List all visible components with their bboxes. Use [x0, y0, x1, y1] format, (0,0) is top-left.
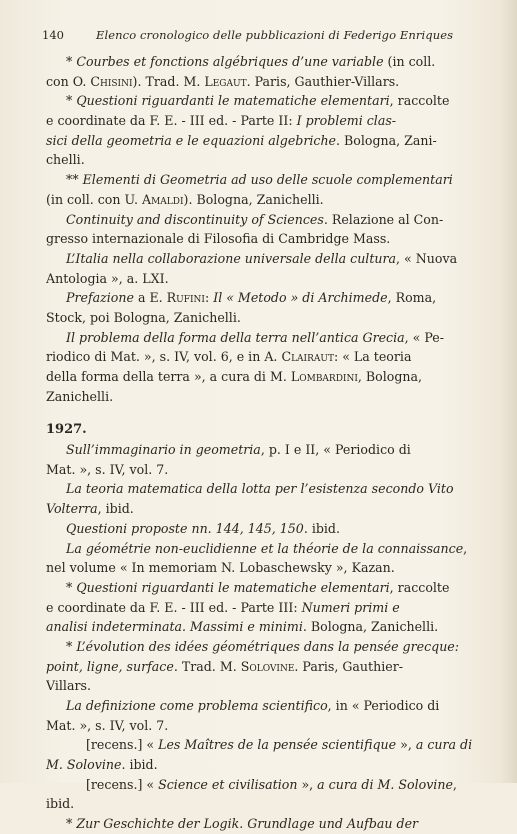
author-name: Amaldi: [141, 191, 184, 207]
text-run: Stock, poi Bologna, Zanichelli.: [46, 309, 241, 325]
text-line: [46, 190, 476, 210]
italic-title: Questioni proposte nn. 144, 145, 150: [66, 520, 304, 536]
text-run: , raccolte: [389, 93, 450, 109]
italic-title: Numeri primi e: [301, 599, 400, 615]
author-name: Solovine: [240, 658, 295, 674]
italic-title: a cura di M. Solovine: [317, 776, 453, 792]
italic-title: M. Solovine: [46, 757, 122, 773]
text-line: [46, 347, 476, 367]
text-run: ,: [452, 776, 457, 792]
text-line: [46, 328, 476, 348]
year-heading: [46, 420, 476, 440]
italic-title: a cura di: [415, 737, 473, 753]
text-run: a E.: [133, 290, 167, 306]
text-line: [46, 249, 476, 269]
text-line: [46, 91, 476, 111]
text-run: . Bologna, Zanichelli.: [302, 619, 439, 635]
text-line: [46, 814, 476, 834]
text-run: ). Bologna, Zanichelli.: [183, 191, 324, 207]
text-line: [46, 499, 476, 519]
text-run: . Trad. M.: [173, 658, 241, 674]
text-run: »,: [297, 776, 318, 792]
text-line: [46, 558, 476, 578]
text-line: [46, 72, 476, 92]
italic-title: point, ligne, surface: [46, 658, 174, 674]
text-run: »,: [396, 737, 416, 753]
text-run: [recens.] «: [86, 776, 159, 792]
text-run: ,: [463, 540, 468, 556]
page-gutter-shadow: [499, 0, 517, 783]
text-line: [46, 170, 476, 190]
text-run: , « Pe-: [404, 329, 444, 345]
text-line: [46, 696, 476, 716]
text-run: Antologia », a. LXI.: [46, 270, 169, 286]
text-run: , Roma,: [387, 290, 437, 306]
italic-title: Zur Geschichte der Logik. Grundlage und Aufbau der: [76, 816, 419, 832]
text-line: [46, 460, 476, 480]
text-run: *: [66, 54, 77, 69]
text-line: [46, 269, 476, 289]
text-run: gresso internazionale di Filosofia di Cambridge Mass.: [46, 231, 391, 247]
text-run: *: [66, 816, 77, 832]
text-run: . Paris, Gauthier-Villars.: [246, 73, 400, 89]
italic-title: sici della geometria e le equazioni algebriche: [46, 132, 337, 148]
text-run: :: [204, 290, 214, 306]
italic-title: I problemi clas-: [296, 113, 397, 129]
italic-title: Science et civilisation: [158, 776, 298, 792]
text-line: [46, 111, 476, 131]
italic-title: Il problema della forma della terra nell’antica Grecia: [66, 329, 405, 345]
text-line: [46, 210, 476, 230]
text-run: . Relazione al Con-: [323, 211, 444, 227]
text-run: *: [66, 93, 77, 109]
italic-title: Les Maîtres de la pensée scientifique: [158, 737, 397, 753]
text-line: [46, 735, 476, 755]
italic-title: L’Italia nella collaborazione universale della cultura: [66, 250, 397, 266]
text-run: , « Nuova: [396, 250, 458, 266]
author-name: Legaut: [204, 73, 247, 89]
text-run: (in coll. con U.: [46, 191, 142, 207]
text-line: [46, 288, 476, 308]
italic-title: Elementi di Geometria ad uso delle scuole complementari: [82, 172, 453, 188]
text-line: [46, 539, 476, 559]
text-run: chelli.: [46, 152, 85, 168]
text-run: ibid.: [46, 796, 75, 812]
author-name: Lombardini: [290, 369, 358, 384]
author-name: Chisini: [90, 73, 133, 89]
text-run: , ibid.: [97, 501, 134, 517]
text-run: Mat. », s. IV, vol. 7.: [46, 461, 169, 477]
spacer: [46, 406, 476, 416]
text-line: [46, 229, 476, 249]
text-line: [46, 367, 476, 387]
italic-title: La definizione come problema scientifico: [66, 698, 328, 713]
italic-title: Courbes et fonctions algébriques d’une variable: [76, 54, 384, 69]
text-run: ). Trad. M.: [132, 73, 205, 89]
author-name: Rufini: [166, 290, 205, 306]
text-run: e coordinate da F. E. - III ed. - Parte III:: [46, 599, 302, 615]
page-number: 140: [42, 28, 64, 42]
text-line: [46, 755, 476, 775]
text-run: 1927.: [46, 422, 87, 438]
author-name: Clairaut: [281, 349, 334, 365]
text-run: . Bologna, Zani-: [336, 132, 437, 148]
text-line: [46, 617, 476, 637]
text-line: [46, 657, 476, 677]
text-run: della forma della terra », a cura di M.: [46, 369, 291, 384]
italic-title: La géométrie non-euclidienne et la théorie de la connaissance: [66, 540, 464, 556]
italic-title: Prefazione: [66, 290, 134, 306]
text-run: , in « Periodico di: [327, 698, 440, 713]
text-run: *: [66, 579, 77, 595]
italic-title: Il « Metodo » di Archimede: [213, 290, 388, 306]
text-run: , raccolte: [389, 579, 450, 595]
italic-title: L’évolution des idées géométriques dans la pensée grecque:: [76, 638, 460, 654]
text-line: [46, 775, 476, 795]
text-line: [46, 578, 476, 598]
text-run: . ibid.: [303, 520, 341, 536]
italic-title: analisi indeterminata. Massimi e minimi: [46, 619, 303, 635]
running-title: Elenco cronologico delle pubblicazioni di Federigo Enriques: [96, 28, 454, 42]
text-run: e coordinate da F. E. - III ed. - Parte II:: [46, 113, 297, 129]
text-run: , Bologna,: [357, 369, 423, 384]
text-line: [46, 52, 476, 72]
text-line: [46, 519, 476, 539]
text-run: [recens.] «: [86, 737, 159, 753]
text-line: [46, 716, 476, 736]
text-line: [46, 637, 476, 657]
text-run: , p. I e II, « Periodico di: [260, 442, 411, 458]
text-run: riodico di Mat. », s. IV, vol. 6, e in A.: [46, 349, 282, 365]
text-run: . Paris, Gauthier-: [294, 658, 403, 674]
text-line: [46, 387, 476, 407]
text-run: **: [66, 172, 83, 188]
text-run: con O.: [46, 73, 91, 89]
text-line: [46, 308, 476, 328]
text-line: [46, 676, 476, 696]
text-line: [46, 479, 476, 499]
text-run: nel volume « In memoriam N. Lobaschewsky », Kazan.: [46, 560, 395, 576]
italic-title: Sull’immaginario in geometria: [66, 442, 261, 458]
italic-title: Questioni riguardanti le matematiche elementari: [76, 579, 390, 595]
text-run: (in coll.: [383, 54, 436, 69]
text-run: : « La teoria: [333, 349, 412, 365]
text-line: [46, 440, 476, 460]
italic-title: Questioni riguardanti le matematiche elementari: [76, 93, 390, 109]
bibliography-text: [46, 52, 476, 834]
italic-title: La teoria matematica della lotta per l’esistenza secondo Vito: [66, 481, 454, 497]
text-line: [46, 598, 476, 618]
text-line: [46, 794, 476, 814]
text-run: Villars.: [46, 678, 91, 694]
text-run: Zanichelli.: [46, 388, 114, 404]
text-run: *: [66, 638, 77, 654]
text-line: [46, 131, 476, 151]
italic-title: Continuity and discontinuity of Sciences: [66, 211, 324, 227]
text-line: [46, 150, 476, 170]
text-run: . ibid.: [121, 757, 158, 773]
text-run: Mat. », s. IV, vol. 7.: [46, 717, 169, 733]
italic-title: Volterra: [46, 501, 98, 517]
